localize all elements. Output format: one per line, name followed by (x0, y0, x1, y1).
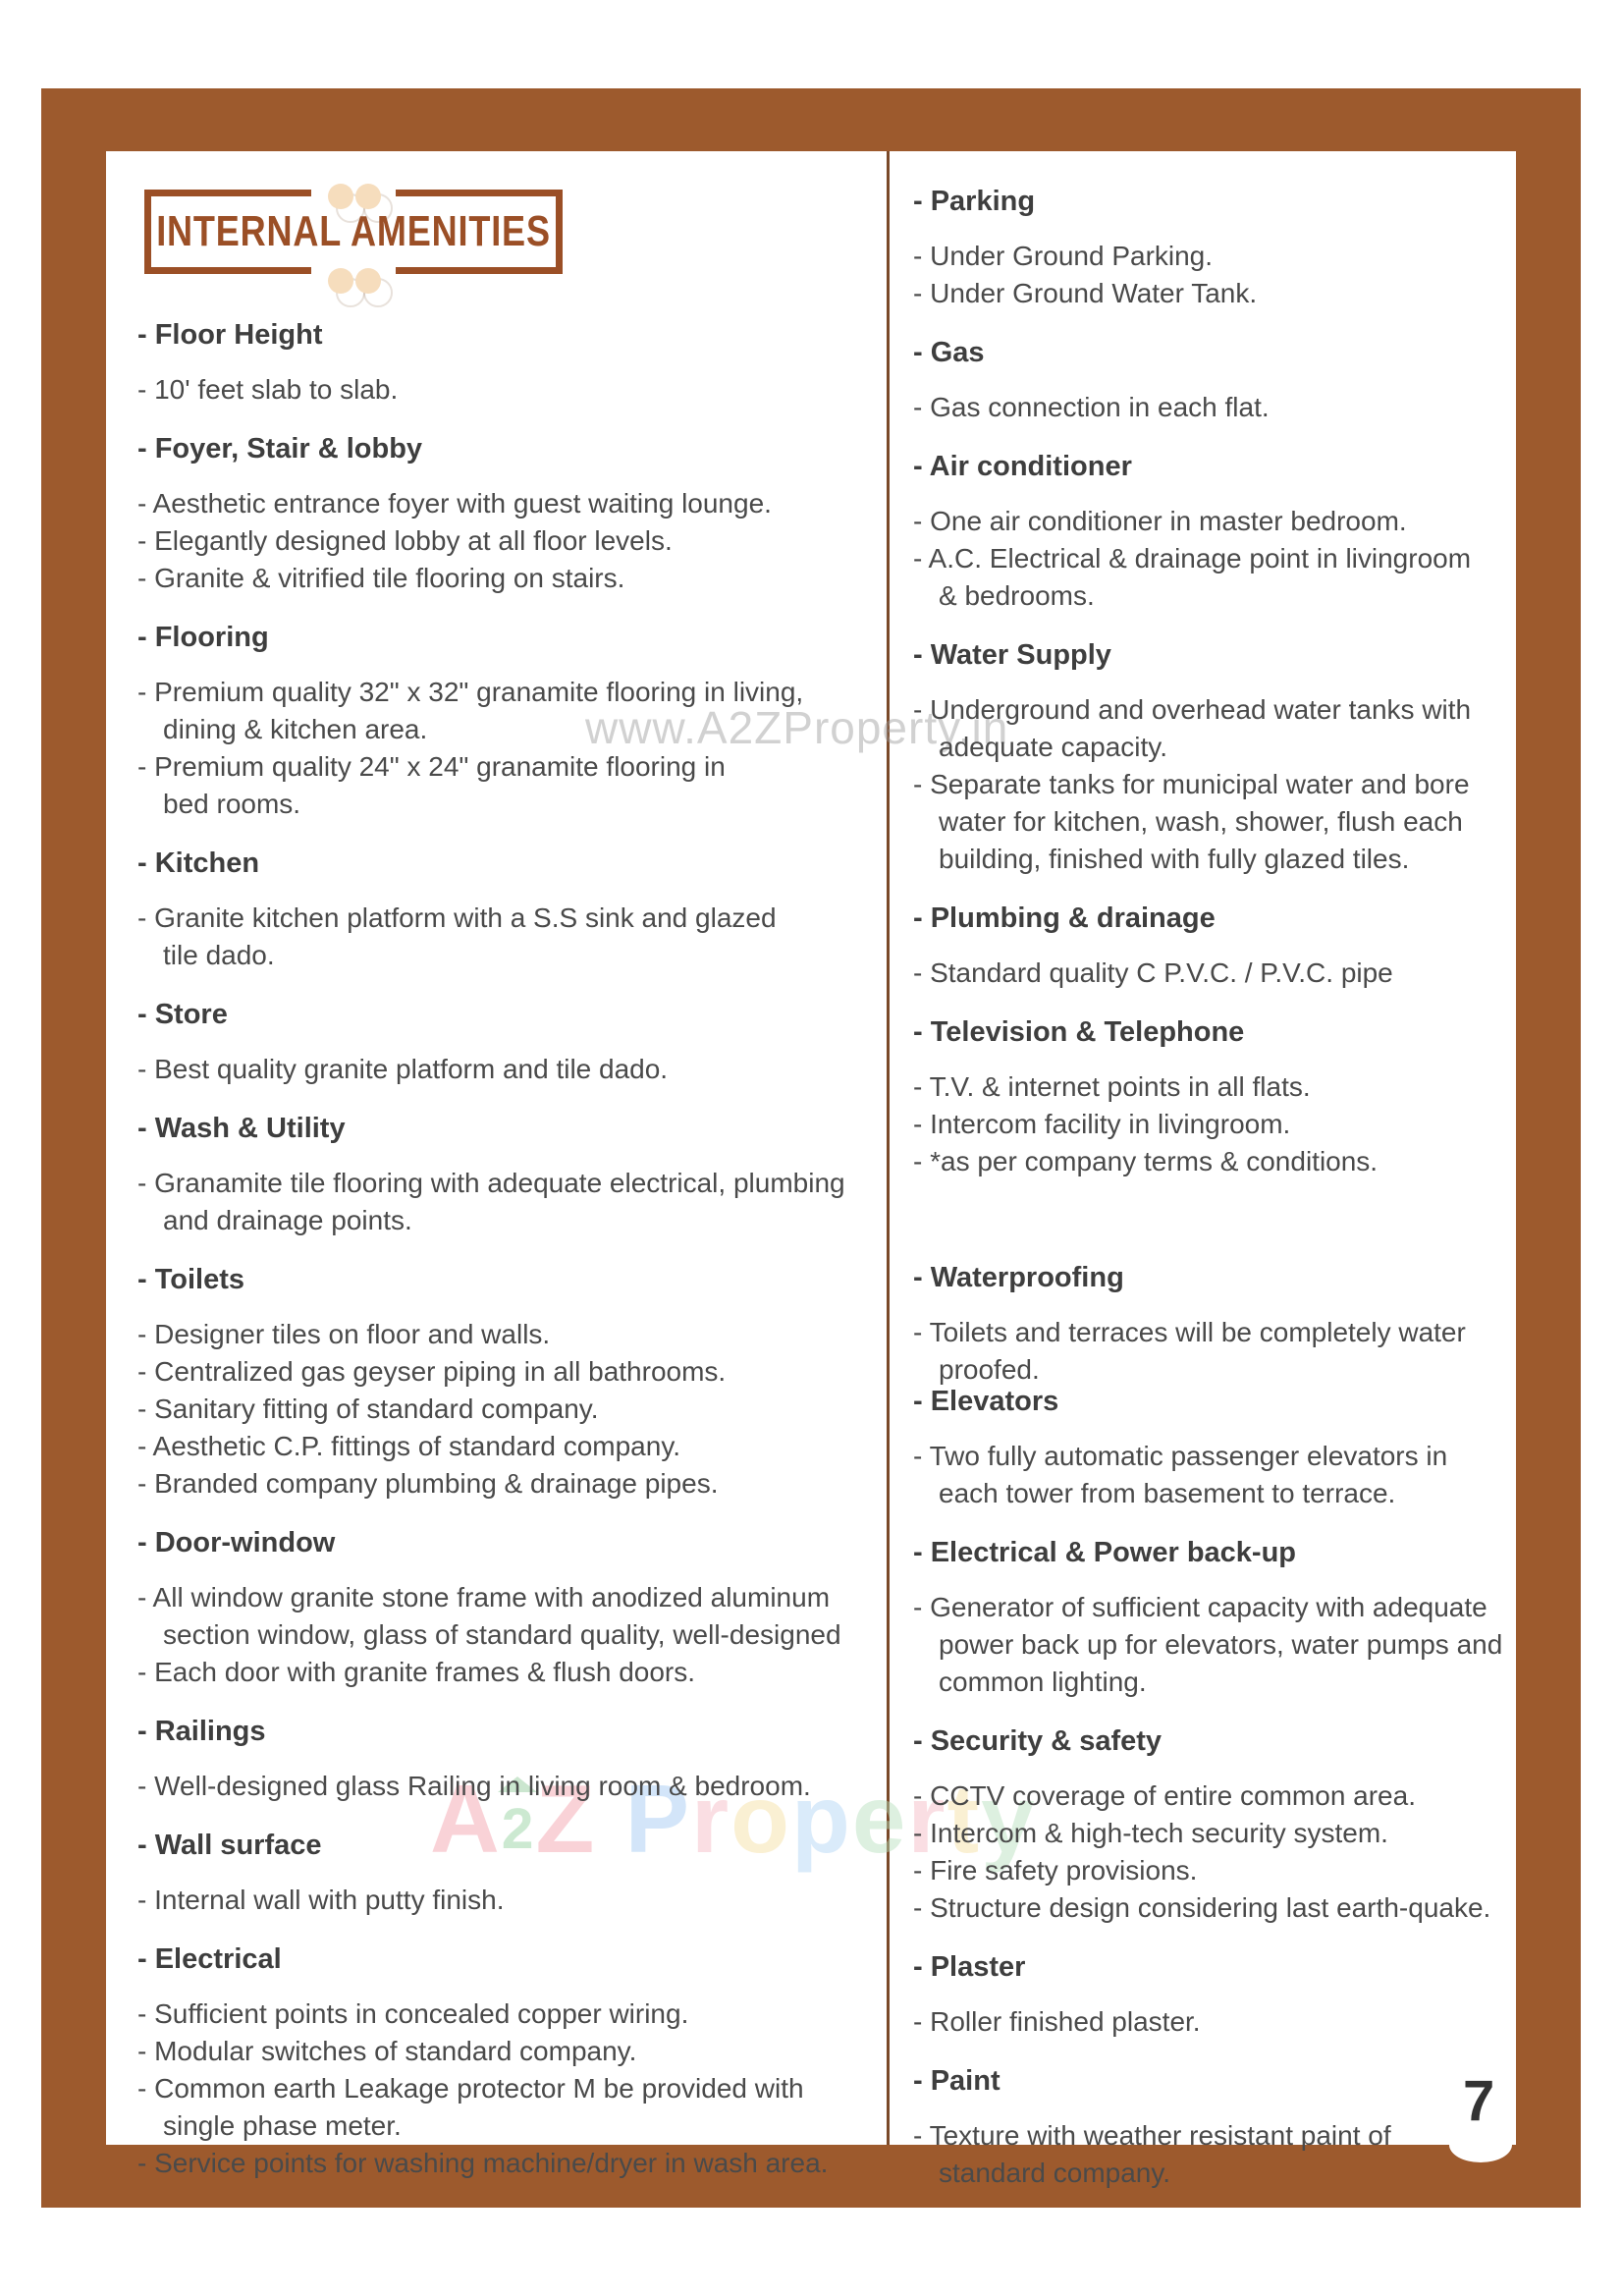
section-heading: - Electrical (137, 1943, 282, 1975)
amenity-line: - Intercom facility in livingroom. (913, 1109, 1291, 1139)
amenity-line: building, finished with fully glazed tiles. (939, 844, 1410, 874)
border-gap-bottom (311, 266, 396, 275)
amenity-line: - Under Ground Parking. (913, 241, 1214, 271)
amenity-section (913, 1383, 1516, 1512)
amenity-section (913, 1259, 1516, 1389)
amenity-section (913, 900, 1516, 992)
watermark-letter: P (624, 1765, 691, 1873)
section-heading: - Waterproofing (913, 1262, 1124, 1293)
amenity-line: common lighting. (939, 1667, 1147, 1697)
amenity-line: - CCTV coverage of entire common area. (913, 1780, 1416, 1811)
amenity-line: - Structure design considering last earth-quake. (913, 1892, 1491, 1923)
watermark-letter: A (430, 1765, 502, 1873)
section-heading: - Flooring (137, 622, 269, 653)
amenity-line: - Separate tanks for municipal water and bore (913, 769, 1470, 799)
amenity-section (137, 1713, 893, 1805)
amenity-line: tile dado. (163, 940, 275, 970)
amenity-line: - Roller finished plaster. (913, 2006, 1201, 2037)
amenity-line: each tower from basement to terrace. (939, 1478, 1396, 1508)
watermark-letter: r (907, 1765, 947, 1873)
amenity-line: and drainage points. (163, 1205, 412, 1235)
amenity-line: section window, glass of standard quality, well-designed (163, 1619, 841, 1650)
amenity-section (137, 316, 893, 409)
section-heading: - Electrical & Power back-up (913, 1537, 1297, 1568)
section-heading: - Kitchen (137, 847, 260, 879)
amenity-line: - Sanitary fitting of standard company. (137, 1394, 599, 1424)
section-heading: - Security & safety (913, 1725, 1162, 1757)
amenity-line: - T.V. & internet points in all flats. (913, 1071, 1311, 1102)
section-heading: - Paint (913, 2065, 1000, 2097)
watermark-letter: r (690, 1765, 731, 1873)
left-column (137, 316, 893, 2204)
amenity-line: - Modular switches of standard company. (137, 2036, 637, 2066)
section-heading: - Store (137, 999, 228, 1030)
section-heading: - Toilets (137, 1264, 245, 1295)
amenity-line: - 10' feet slab to slab. (137, 374, 399, 405)
amenity-line: - All window granite stone frame with anodized aluminum (137, 1582, 831, 1613)
amenity-section (137, 996, 893, 1088)
title-box (144, 190, 563, 274)
amenity-line: water for kitchen, wash, shower, flush each (939, 806, 1463, 837)
amenity-line: - Premium quality 32" x 32" granamite flooring in living, (137, 677, 804, 707)
amenity-section (137, 1524, 893, 1691)
amenity-line: - Toilets and terraces will be completely water (913, 1317, 1466, 1347)
amenity-line: - Branded company plumbing & drainage pipes. (137, 1468, 719, 1499)
amenity-line: & bedrooms. (939, 580, 1095, 611)
section-heading: - Wash & Utility (137, 1113, 346, 1144)
amenity-line: - Common earth Leakage protector M be provided with (137, 2073, 804, 2104)
watermark-url: www.A2ZProperty.in (585, 702, 1009, 753)
amenity-section (913, 448, 1516, 615)
amenity-line: - Aesthetic entrance foyer with guest waiting lounge. (137, 488, 772, 519)
amenity-section (913, 1948, 1516, 2041)
amenity-section (137, 1261, 893, 1503)
page-title: INTERNAL AMENITIES (156, 207, 551, 255)
watermark-letter: 2 (502, 1796, 536, 1862)
amenity-section (137, 1941, 893, 2182)
amenity-line: - Intercom & high-tech security system. (913, 1818, 1388, 1848)
section-heading: - Elevators (913, 1386, 1059, 1417)
watermark-letter: e (851, 1765, 908, 1873)
section-heading: - Television & Telephone (913, 1016, 1245, 1048)
amenity-section (137, 1827, 893, 1919)
amenity-section (913, 183, 1516, 312)
amenity-section (913, 1534, 1516, 1701)
amenity-line: bed rooms. (163, 789, 301, 819)
amenity-line: - Texture with weather resistant paint of (913, 2120, 1391, 2151)
page-number: 7 (1463, 2069, 1495, 2133)
section-heading: - Foyer, Stair & lobby (137, 433, 423, 465)
amenity-line: - Sufficient points in concealed copper wiring. (137, 1998, 689, 2029)
amenity-line: - Elegantly designed lobby at all floor levels. (137, 525, 673, 556)
amenity-section (913, 636, 1516, 878)
page-content-area (106, 151, 1516, 2188)
amenity-line: - Service points for washing machine/dryer in wash area. (137, 2148, 829, 2178)
amenity-line: standard company. (939, 2158, 1171, 2188)
watermark-letter: p (790, 1765, 852, 1873)
right-column (913, 183, 1516, 2214)
amenity-line: - Granite kitchen platform with a S.S sink and glazed (137, 902, 777, 933)
amenity-section (913, 1722, 1516, 1927)
decorative-dot (328, 268, 353, 294)
watermark-letter: y (981, 1765, 1037, 1873)
amenity-section (137, 430, 893, 597)
amenity-line: power back up for elevators, water pumps and (939, 1629, 1503, 1660)
amenity-section (913, 2062, 1516, 2192)
section-heading: - Air conditioner (913, 451, 1132, 482)
amenity-line: - Granite & vitrified tile flooring on stairs. (137, 563, 625, 593)
amenity-section (913, 1013, 1516, 1180)
amenity-line: - Under Ground Water Tank. (913, 278, 1258, 308)
amenity-line: single phase meter. (163, 2110, 402, 2141)
amenity-section (137, 845, 893, 974)
section-heading: - Wall surface (137, 1830, 322, 1861)
amenity-line: - *as per company terms & conditions. (913, 1146, 1379, 1176)
section-heading: - Plumbing & drainage (913, 902, 1216, 934)
amenity-line: - Designer tiles on floor and walls. (137, 1319, 551, 1349)
amenity-line: dining & kitchen area. (163, 714, 428, 744)
decorative-dot (355, 268, 381, 294)
section-heading: - Door-window (137, 1527, 336, 1558)
amenity-line: - Best quality granite platform and tile dado. (137, 1054, 669, 1084)
amenity-line: - Well-designed glass Railing in living room & bedroom. (137, 1771, 811, 1801)
amenity-line: - Gas connection in each flat. (913, 392, 1270, 422)
amenity-line: - A.C. Electrical & drainage point in livingroom (913, 543, 1472, 574)
section-heading: - Plaster (913, 1951, 1026, 1983)
amenity-line: - Internal wall with putty finish. (137, 1885, 505, 1915)
section-heading: - Water Supply (913, 639, 1111, 671)
amenity-line: - Centralized gas geyser piping in all bathrooms. (137, 1356, 727, 1387)
amenity-line: - Granamite tile flooring with adequate electrical, plumbing (137, 1168, 845, 1198)
section-heading: - Parking (913, 186, 1036, 217)
section-heading: - Floor Height (137, 319, 323, 351)
watermark-letter: o (730, 1765, 791, 1873)
amenity-section (137, 619, 893, 823)
amenity-line: - Generator of sufficient capacity with adequate (913, 1592, 1487, 1622)
amenity-line: - Underground and overhead water tanks with (913, 694, 1472, 725)
amenity-section (913, 334, 1516, 426)
amenity-line: - Premium quality 24" x 24" granamite flooring in (137, 751, 726, 782)
amenity-section (137, 1110, 893, 1239)
amenity-line: - Two fully automatic passenger elevators in (913, 1441, 1448, 1471)
watermark-letter: Z (535, 1765, 597, 1873)
section-heading: - Railings (137, 1716, 266, 1747)
amenity-line: - Fire safety provisions. (913, 1855, 1198, 1886)
section-heading: - Gas (913, 337, 985, 368)
amenity-line: - Aesthetic C.P. fittings of standard company. (137, 1431, 681, 1461)
amenity-line: - One air conditioner in master bedroom. (913, 506, 1407, 536)
amenity-line: - Standard quality C P.V.C. / P.V.C. pipe (913, 957, 1393, 988)
amenity-line: proofed. (939, 1354, 1040, 1385)
amenity-line: adequate capacity. (939, 732, 1167, 762)
watermark-letter: t (946, 1765, 982, 1873)
amenity-line: - Each door with granite frames & flush doors. (137, 1657, 696, 1687)
